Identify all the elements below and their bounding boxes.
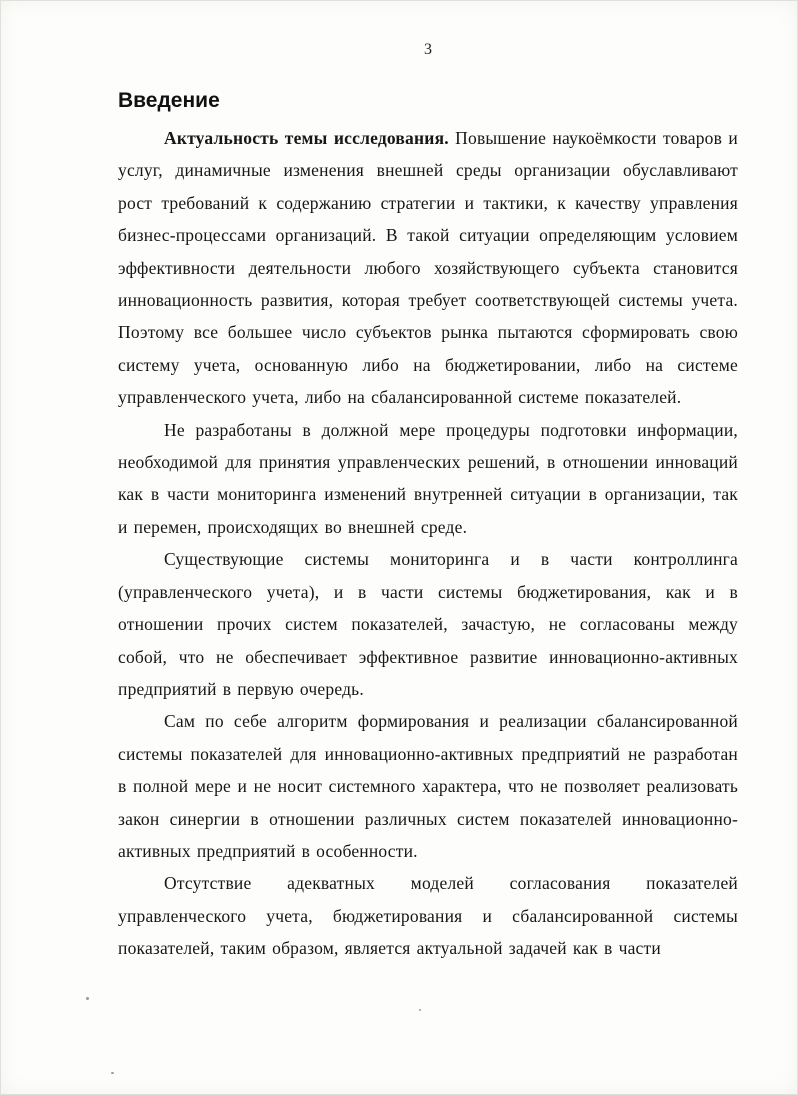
paragraph-text: Не разработаны в должной мере процедуры подготовки информации, необходимой для принятия управленческих решений, в отношении инноваций как в части мониторинга изменений внутренней ситуации в организации, так и перемен, происходящих во внешней среде.: [118, 419, 738, 537]
paragraph-text: Повышение наукоёмкости товаров и услуг, динамичные изменения внешней среды организации обуславливают рост требований к содержанию стратегии и тактики, к качеству управления бизнес-процессами организаций. В такой ситуации определяющим условием эффективности деятельности любого хозяйствующего субъекта становится инновационность развития, которая требует соответствующей системы учета. Поэтому все большее число субъектов рынка пытаются сформировать свою систему учета, основанную либо на бюджетировании, либо на системе управленческого учета, либо на сбалансированной системе показателей.: [118, 128, 738, 408]
scan-artifact: [111, 1072, 114, 1074]
paragraph: [118, 543, 738, 705]
section-heading: Введение: [118, 89, 220, 112]
paragraph: [118, 867, 738, 964]
paragraph-text: Сам по себе алгоритм формирования и реализации сбалансированной системы показателей для инновационно-активных предприятий не разработан в полной мере и не носит системного характера, что не позволяет реализовать закон синергии в отношении различных систем показателей инновационно-активных предприятий в особенности.: [118, 711, 738, 861]
paragraph: [118, 122, 738, 414]
body-text: [118, 122, 738, 965]
paragraph: [118, 705, 738, 867]
paragraph-lead: Актуальность темы исследования.: [164, 128, 449, 148]
scan-artifact: [419, 1009, 421, 1011]
page-number: 3: [424, 41, 432, 58]
scan-artifact: [86, 997, 89, 1000]
paragraph: [118, 414, 738, 544]
paragraph-text: Существующие системы мониторинга и в части контроллинга (управленческого учета), и в части системы бюджетирования, как и в отношении прочих систем показателей, зачастую, не согласованы между собой, что не обеспечивает эффективное развитие инновационно-активных предприятий в первую очередь.: [118, 549, 738, 699]
paragraph-text: Отсутствие адекватных моделей согласования показателей управленческого учета, бюджетирования и сбалансированной системы показателей, таким образом, является актуальной задачей как в части: [118, 873, 738, 959]
